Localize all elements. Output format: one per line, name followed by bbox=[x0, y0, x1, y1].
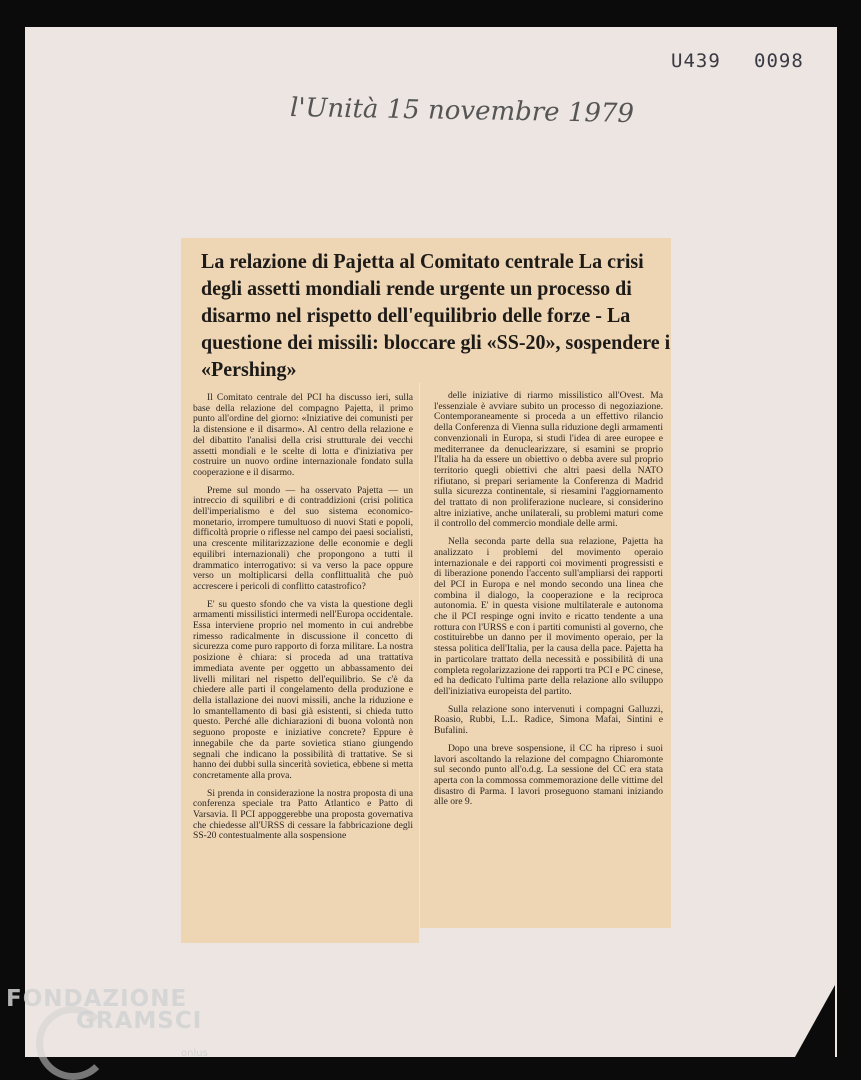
watermark-line-1: FONDAZIONE bbox=[6, 986, 188, 1012]
left-paragraph-2: Preme sul mondo — ha osservato Pajetta — un intreccio di squilibri e di contraddizioni (crisi politica dell'imperialismo e del suo sistema economico-monetario, irrompere tumultuoso di nuovi Stati e popoli, difficoltà proprie o riflesse nel campo dei paesi socialisti, una crescente militarizzazione delle economie e degli equilibri internazionali) che propongono a tutti il drammatico interrogativo: si va verso la pace oppure verso un moltiplicarsi della conflittualità che può accrescere i pericoli di conflitto catastrofico? bbox=[193, 484, 413, 592]
newspaper-clipping bbox=[181, 238, 671, 943]
watermark-line-2: GRAMSCI bbox=[76, 1008, 203, 1034]
archive-code-2: 0098 bbox=[754, 50, 804, 72]
archive-code-1: U439 bbox=[671, 50, 721, 72]
watermark-logo-ring bbox=[36, 1006, 110, 1080]
sheet-folded-corner bbox=[795, 985, 835, 1057]
handwritten-source-note: l'Unità 15 novembre 1979 bbox=[289, 93, 635, 129]
left-paragraph-1: Il Comitato centrale del PCI ha discusso ieri, sulla base della relazione del compagno Pajetta, il primo punto all'ordine del giorno: «Iniziative dei comunisti per la distensione e il disarmo». Al centro della relazione e del dibattito l'analisi della crisi strutturale dei vecchi assetti mondiali e le scelte di lotta e d'iniziativa per costruire un nuovo ordine internazionale fondato sulla cooperazione e il disarmo. bbox=[193, 392, 413, 478]
article-left-column bbox=[181, 383, 419, 943]
headline-block bbox=[181, 238, 671, 383]
right-paragraph-3: Sulla relazione sono intervenuti i compagni Galluzzi, Roasio, Rubbi, L.L. Radice, Simona Mafai, Sintini e Bufalini. bbox=[434, 703, 663, 737]
right-paragraph-4: Dopo una breve sospensione, il CC ha ripreso i suoi lavori ascoltando la relazione del compagno Chiaromonte sul secondo punto all'o.d.g. La sessione del CC era stata aperta con la commossa commemorazione delle vittime del disastro di Parma. I lavori proseguono stamani iniziando alle ore 9. bbox=[434, 742, 663, 808]
fondazione-gramsci-watermark bbox=[6, 986, 208, 1059]
right-paragraph-2: Nella seconda parte della sua relazione, Pajetta ha analizzato i problemi del movimento operaio internazionale e dei rapporti coi movimenti progressisti e di liberazione ponendo l'accento sull'ampliarsi dei rapporti del PCI in Europa e nel mondo secondo una linea che combina il dialogo, la cooperazione e la reciproca autonomia. E' in questa visione multilaterale e autonoma che il PCI respinge ogni invito e ricatto tendente a una rottura con l'URSS e con i partiti comunisti al governo, che costituirebbe un danno per il movimento operaio, per la stessa politica dell'Italia, per la causa della pace. Pajetta ha in particolare trattato della necessità e possibilità di una completa regolarizzazione dei rapporti tra PCI e PC cinese, ed ha dedicato l'ultima parte della relazione allo sviluppo dell'iniziativa europeista del partito. bbox=[434, 536, 663, 697]
article-right-column bbox=[420, 383, 671, 928]
watermark-suffix: onlus bbox=[181, 1048, 208, 1059]
article-headline: La relazione di Pajetta al Comitato centrale La crisi degli assetti mondiali rende urgente un processo di disarmo nel rispetto dell'equilibrio delle forze - La questione dei missili: bloccare gli «SS-20», sospendere i «Pershing» bbox=[201, 249, 671, 381]
left-paragraph-3: E' su questo sfondo che va vista la questione degli armamenti missilistici intermedi nell'Europa occidentale. Essa interviene proprio nel momento in cui andrebbe rimesso radicalmente in discussione il concetto di sicurezza come puro rapporto di forza militare. La nostra posizione è chiara: si proceda ad una trattativa immediata avente per oggetto un abbassamento dei livelli militari nel rispetto dell'equilibrio. Se c'è da chiedere alle parti il congelamento della produzione e della istallazione dei nuovi missili, anche la riduzione e lo smantellamento di basi già esistenti, si chieda tutto questo. Perché alle dichiarazioni di buona volontà non seguono proposte e iniziative concrete? Eppure è innegabile che da parte sovietica stiano giungendo segnali che indicano la possibilità di trattative. Se si hanno dei dubbi sulla sincerità sovietica, ebbene si metta concretamente alla prova. bbox=[193, 598, 413, 781]
right-paragraph-1: delle iniziative di riarmo missilistico all'Ovest. Ma l'essenziale è avviare subito un processo di negoziazione. Contemporaneamente si proceda a un effettivo rilancio della Conferenza di Vienna sulla riduzione degli armamenti convenzionali in Europa, si studi l'idea di aree europee e mediterranee da denuclearizzare, si esamini se proprio l'Italia ha da essere un obiettivo o debba avere sul proprio territorio quegli obiettivi che altri paesi della NATO rifiutano, si prepari seriamente la Conferenza di Madrid sulla sicurezza continentale, si riesamini l'aggiornamento del trattato di non proliferazione nucleare, si considerino altre iniziative, anche unilaterali, su problemi maturi come il controllo del commercio mondiale delle armi. bbox=[434, 390, 663, 530]
left-paragraph-4: Si prenda in considerazione la nostra proposta di una conferenza speciale tra Patto Atlantico e Patto di Varsavia. Il PCI appoggerebbe una proposta governativa che chiedesse all'URSS di cessare la fabbricazione degli SS-20 contestualmente alla sospensione bbox=[193, 787, 413, 842]
